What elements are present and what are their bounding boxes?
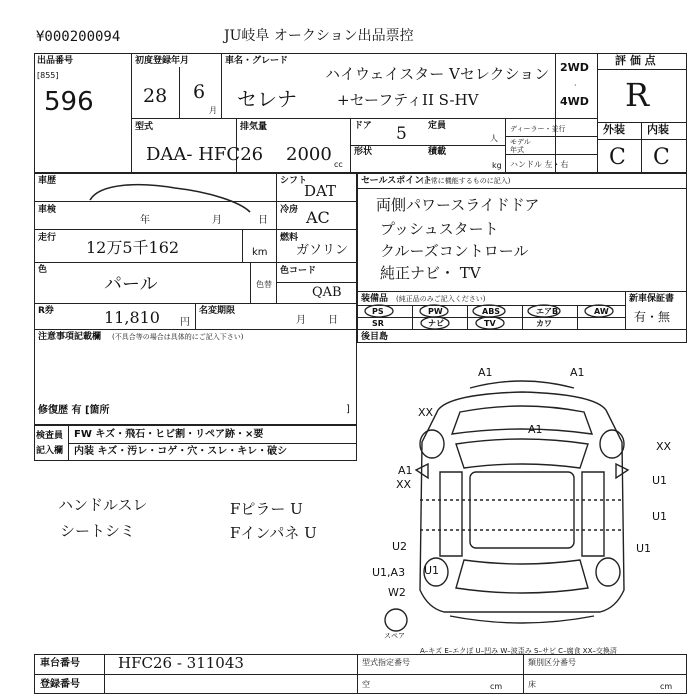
equip-pw: PW <box>428 307 443 316</box>
warranty-value: 有・無 <box>634 310 671 324</box>
doors-value: 5 <box>396 124 407 144</box>
sales-point-4: 純正ナビ・ TV <box>380 264 481 282</box>
equipment-note: (純正品のみご記入ください) <box>396 295 486 303</box>
repair-close: ] <box>346 404 350 415</box>
diagram-mark-rear-w2: W2 <box>388 586 406 599</box>
color-code-label: 色コード <box>280 266 317 276</box>
name-change-day: 日 <box>328 315 338 326</box>
exterior-grade: C <box>609 145 626 170</box>
diagram-spare-label: スペア <box>384 632 405 640</box>
recycle-label: R券 <box>38 306 54 316</box>
lot-number: 596 <box>44 87 94 117</box>
lot-section <box>34 53 131 118</box>
exterior-label: 外装 <box>603 123 625 136</box>
registration-label: 初度登録年月 <box>135 56 190 66</box>
registration-year: 28 <box>143 85 168 107</box>
drive-opt2: 4WD <box>560 95 589 108</box>
drive-section: 2WD · 4WD <box>560 61 589 108</box>
inspector-label-1: 検査員 <box>36 431 64 441</box>
color-code-value: QAB <box>312 285 342 300</box>
load-label: 積載 <box>428 147 447 157</box>
diagram-legend: A–キズ E–エクぼ U–凹み W–波歪み S–サビ C–腐食 XX–交換済 <box>420 647 617 655</box>
equip-abs: ABS <box>482 307 501 316</box>
model-label: 型式 <box>135 122 154 132</box>
mileage-unit: km <box>252 247 268 258</box>
diagram-mark-fr-fender: XX <box>656 440 672 453</box>
diagram-mark-front-right: A1 <box>570 366 585 379</box>
car-grade-line1: ハイウェイスター Vセレクション <box>325 65 550 83</box>
diagram-mark-hood: A1 <box>528 423 543 436</box>
color-value: パール <box>104 274 158 295</box>
warranty-label: 新車保証書 <box>629 294 675 304</box>
evaluation-label: 評 価 点 <box>615 54 656 67</box>
notes-note: (不具合等の場合は具体的にご記入下さい) <box>112 333 244 341</box>
inspection-label: 車検 <box>38 205 57 215</box>
car-label: 車名・グレード <box>225 56 289 66</box>
equip-kawa: カワ <box>536 319 552 328</box>
sales-point-2: プッシュスタート <box>380 220 499 238</box>
sales-point-1: 両側パワースライドドア <box>376 196 540 214</box>
specified-label: 型式指定番号 <box>362 658 410 667</box>
diagram-mark-fr-door: U1 <box>652 474 668 487</box>
inspector-row-2: 内装 キズ・汚レ・コゲ・穴・スレ・キレ・破シ <box>74 446 288 457</box>
name-change-label: 名変期限 <box>199 306 236 316</box>
car-name: セレナ <box>237 87 297 111</box>
equipment-circles <box>357 303 625 331</box>
diagram-mark-rr-step: U1 <box>636 542 652 555</box>
equip-ps: PS <box>372 307 384 316</box>
displacement-value: 2000 <box>286 144 332 165</box>
equip-tv: TV <box>484 319 496 328</box>
footer-tiny-2: 床 <box>528 680 536 689</box>
notes-label: 注意事項記載欄 <box>38 332 102 342</box>
inspector-row-1: FW キズ・飛石・ヒビ割・リペア跡・×要 <box>74 429 264 440</box>
capacity-unit: 人 <box>490 134 498 143</box>
ac-value: AC <box>306 208 330 227</box>
equip-navi: ナビ <box>428 319 444 328</box>
inspection-day: 日 <box>258 215 268 226</box>
footer-tiny-4: cm <box>660 682 673 691</box>
history-label: 車歴 <box>38 176 57 186</box>
inspection-year: 年 <box>140 215 150 226</box>
header <box>36 26 596 50</box>
equip-aw: AW <box>594 307 609 316</box>
sales-points-note: (正常に機能するものに記入) <box>421 177 511 185</box>
repair-label: 修復歴 有 [箇所 <box>38 405 110 416</box>
interior-label: 内装 <box>647 123 669 136</box>
displacement-unit: cc <box>334 160 343 169</box>
sales-points-label: セールスポイント <box>361 176 433 186</box>
inspection-month: 月 <box>212 215 222 226</box>
registration-month: 6 <box>193 81 206 103</box>
diagram-mark-rear-left: U1,A3 <box>372 566 406 579</box>
header-code: ¥000200094 <box>36 29 121 45</box>
category-label: 類別区分番号 <box>528 658 576 667</box>
lot-code: [855] <box>37 71 59 80</box>
evaluation-score: R <box>625 76 650 114</box>
registration-number-label: 登録番号 <box>40 679 80 690</box>
rear-seat-label: 後目島 <box>361 332 389 342</box>
lot-label: 出品番号 <box>37 56 74 66</box>
footer-tiny-3: cm <box>490 682 503 691</box>
diagram-mark-fl-door-xx: XX <box>396 478 412 491</box>
hand-note-left-1: ハンドルスレ <box>58 496 148 514</box>
diagram-mark-fl-fender: XX <box>418 406 434 419</box>
hand-note-right-1: Fピラー U <box>230 500 303 518</box>
color-change-label: 色替 <box>256 280 272 289</box>
model-value: DAA- HFC26 <box>146 144 264 165</box>
mileage-label: 走行 <box>38 233 57 243</box>
handle-label: ハンドル 左・右 <box>510 160 569 169</box>
header-title: JU岐阜 オークション出品票控 <box>224 28 414 44</box>
recycle-value: 11,810 <box>104 308 160 327</box>
chassis-value: HFC26 - 311043 <box>118 654 244 672</box>
load-unit: kg <box>492 161 502 170</box>
ac-label: 冷房 <box>280 205 299 215</box>
shift-value: DAT <box>304 182 337 200</box>
interior-grade: C <box>653 145 670 170</box>
registration-section <box>131 53 221 118</box>
equip-airbag: エアB <box>536 307 559 316</box>
history-scribble <box>80 178 270 224</box>
car-grade-line2: +セーフティII S-HV <box>337 91 479 109</box>
doors-label: ドア <box>354 121 372 131</box>
chassis-label: 車台番号 <box>40 658 80 669</box>
capacity-label: 定員 <box>428 121 447 131</box>
recycle-unit: 円 <box>180 317 190 328</box>
car-section <box>221 53 555 118</box>
diagram-mark-rr-door: U1 <box>652 510 668 523</box>
model-year-label: モデル 年式 <box>510 138 531 154</box>
drive-opt1: 2WD <box>560 61 589 74</box>
fuel-label: 燃料 <box>280 233 299 243</box>
fuel-value: ガソリン <box>296 243 349 258</box>
displacement-label: 排気量 <box>240 122 268 132</box>
shift-label: シフト <box>280 176 308 186</box>
registration-month-unit: 月 <box>209 106 217 115</box>
color-label: 色 <box>38 265 48 275</box>
evaluation-section <box>597 53 687 173</box>
footer-tiny-1: 空 <box>362 680 370 689</box>
hand-note-left-2: シートシミ <box>60 522 136 540</box>
equipment-label: 装備品 <box>361 294 389 304</box>
name-change-month: 月 <box>296 315 306 326</box>
diagram-mark-rl-wheel: U1 <box>424 564 440 577</box>
diagram-mark-front-left: A1 <box>478 366 493 379</box>
shape-label: 形状 <box>354 147 373 157</box>
diagram-mark-rl-step: U2 <box>392 540 408 553</box>
car-damage-diagram <box>360 360 687 650</box>
inspector-label-2: 記入欄 <box>36 446 64 456</box>
equip-sr: SR <box>372 319 384 328</box>
dealer-label: ディーラー・並行 <box>510 125 566 133</box>
hand-note-right-2: Fインパネ U <box>230 524 317 542</box>
mileage-value: 12万5千162 <box>86 238 180 257</box>
diagram-mark-fl-door: A1 <box>398 464 413 477</box>
sales-point-3: クルーズコントロール <box>380 242 529 260</box>
